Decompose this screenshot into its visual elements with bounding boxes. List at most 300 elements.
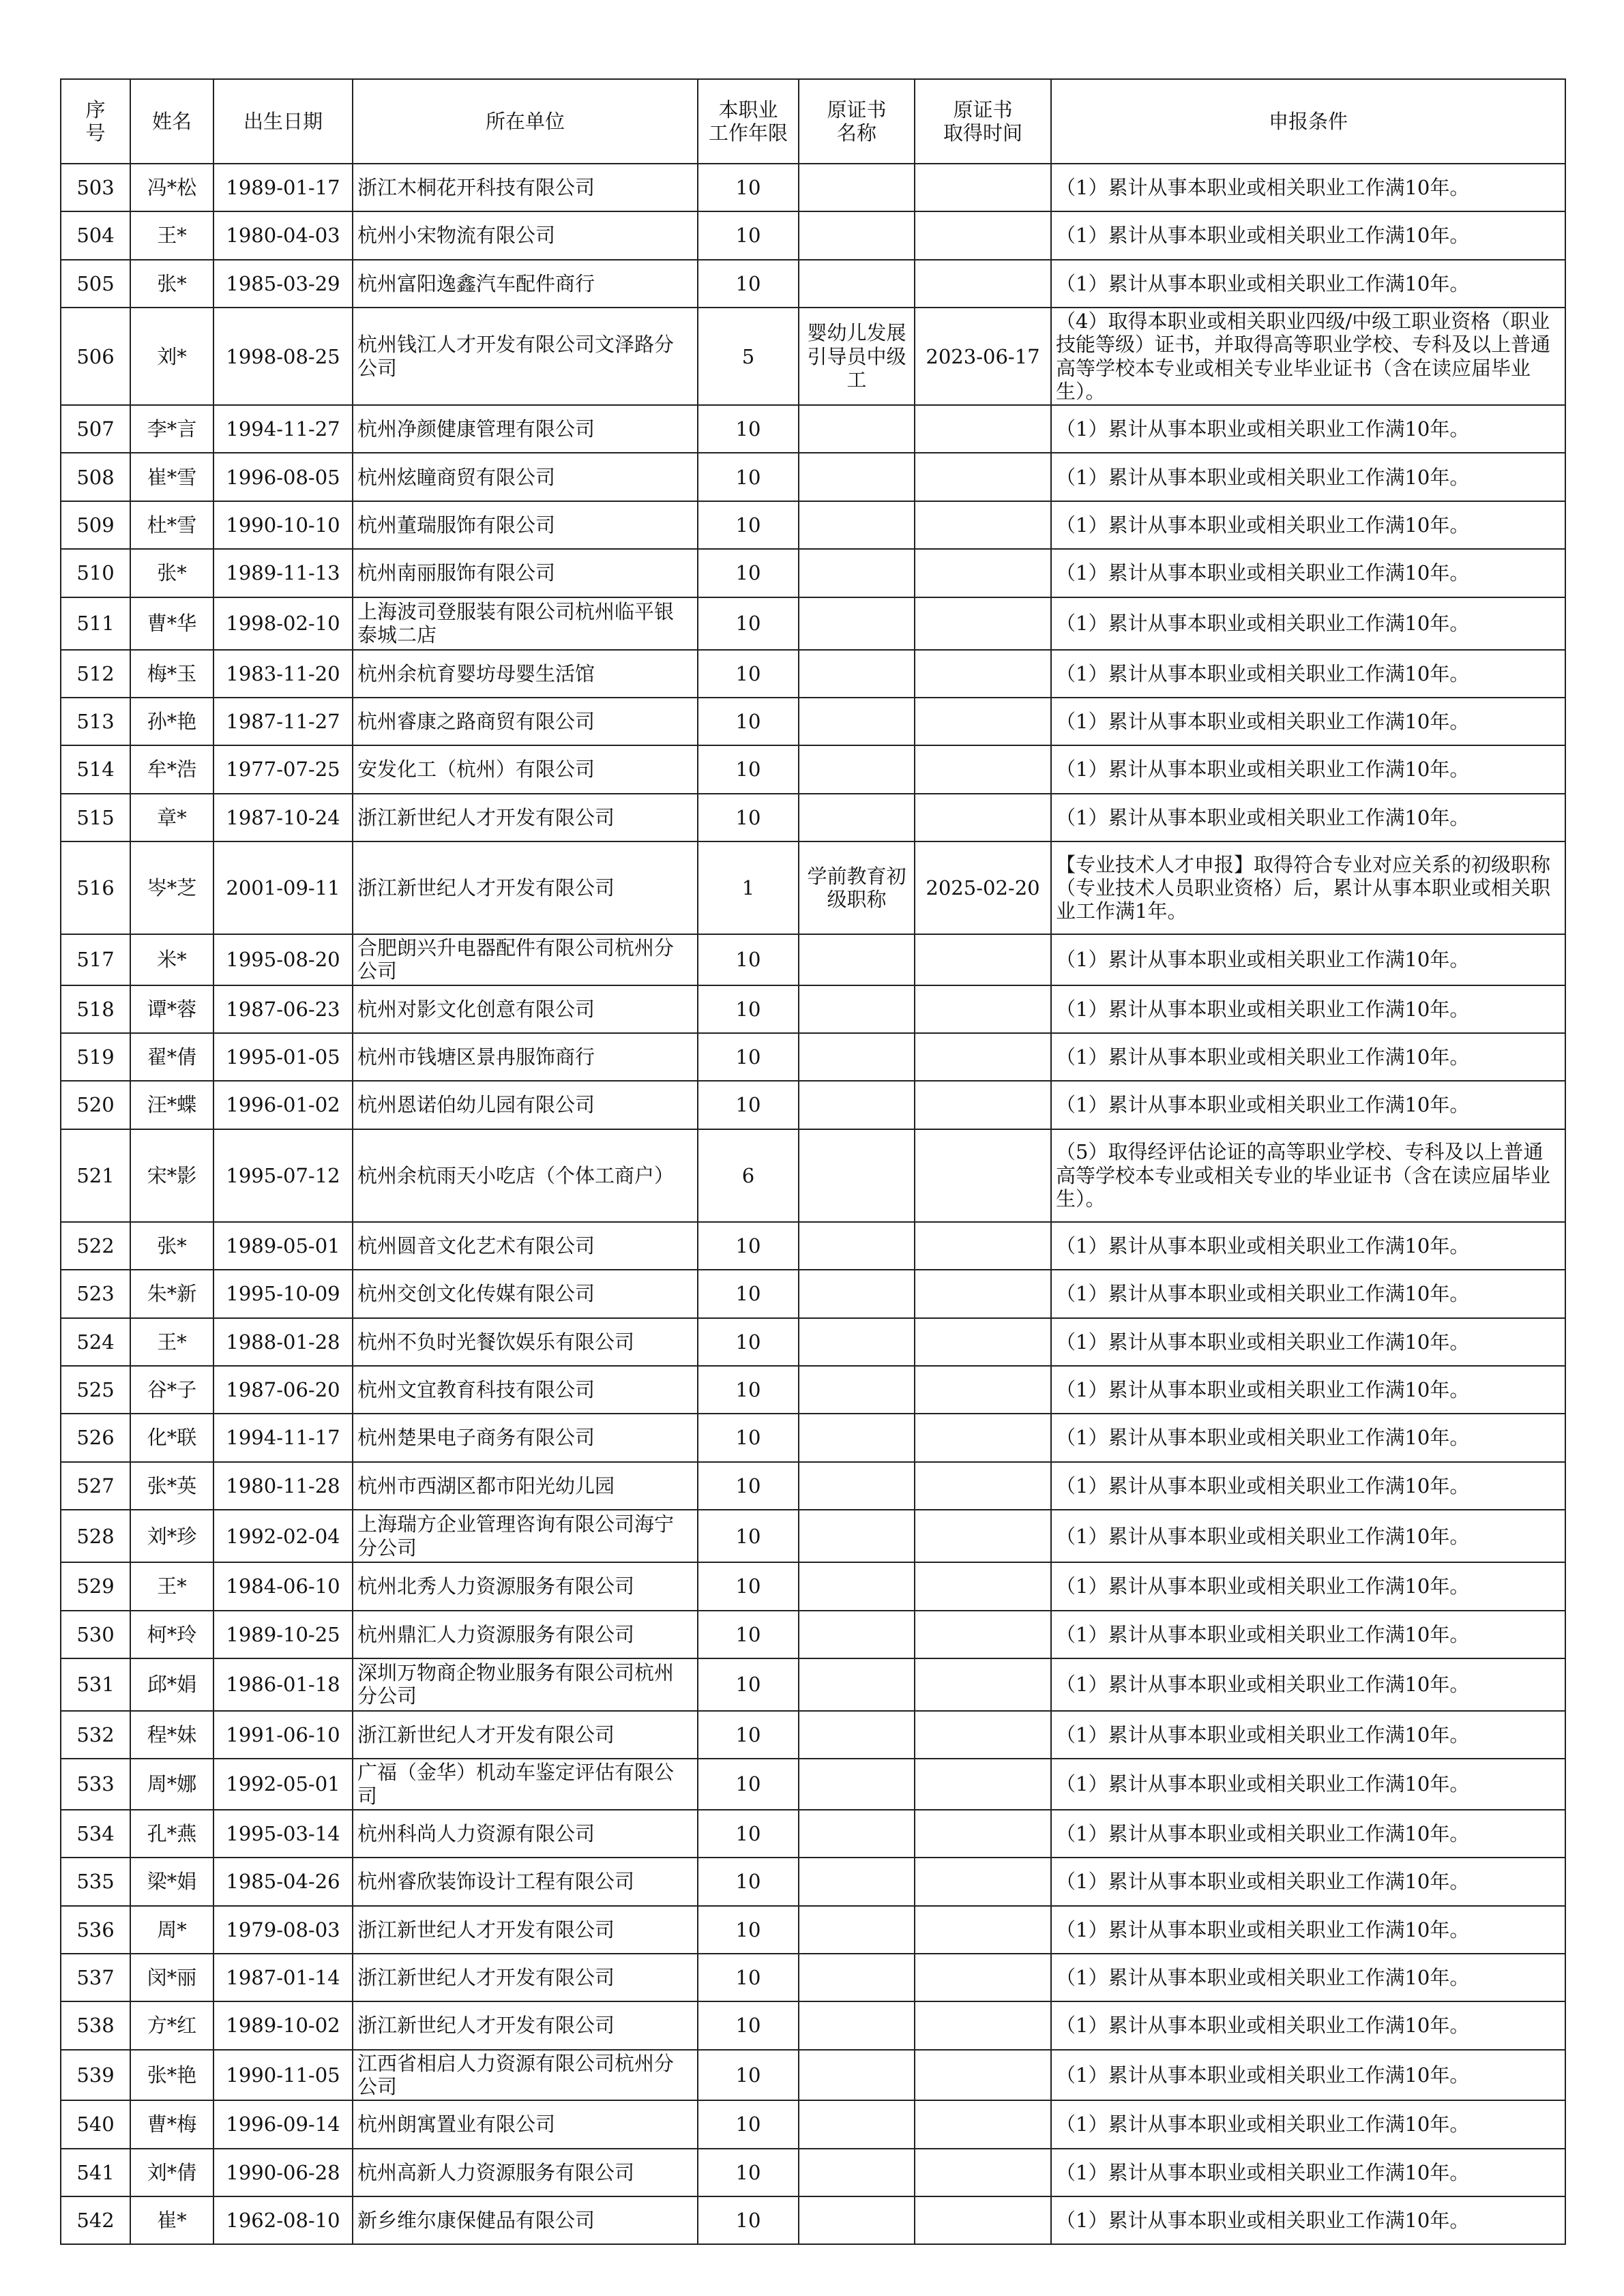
years-in-occupation-cell: 10 xyxy=(698,1810,799,1858)
row-number-cell: 512 xyxy=(61,650,130,698)
years-in-occupation-cell: 10 xyxy=(698,260,799,308)
applicant-name-cell: 章* xyxy=(130,794,213,841)
original-certificate-cell: 学前教育初级职称 xyxy=(799,841,915,934)
years-in-occupation-cell: 10 xyxy=(698,1759,799,1809)
employer-cell: 杭州余杭雨天小吃店（个体工商户） xyxy=(353,1129,698,1222)
row-number-cell: 515 xyxy=(61,794,130,841)
row-number-cell: 509 xyxy=(61,501,130,549)
birth-date-cell: 1996-01-02 xyxy=(213,1081,353,1129)
employer-cell: 上海瑞方企业管理咨询有限公司海宁分公司 xyxy=(353,1510,698,1562)
application-condition-cell: （1）累计从事本职业或相关职业工作满10年。 xyxy=(1051,985,1565,1033)
row-number-cell: 504 xyxy=(61,211,130,259)
birth-date-cell: 1980-04-03 xyxy=(213,211,353,259)
employer-cell: 杭州睿康之路商贸有限公司 xyxy=(353,698,698,745)
original-certificate-cell xyxy=(799,1366,915,1414)
row-number-cell: 529 xyxy=(61,1562,130,1610)
table-row xyxy=(61,1858,1565,1905)
years-in-occupation-cell: 10 xyxy=(698,650,799,698)
original-certificate-cell xyxy=(799,1081,915,1129)
original-certificate-cell xyxy=(799,698,915,745)
table-row xyxy=(61,934,1565,985)
years-in-occupation-cell: 10 xyxy=(698,1658,799,1711)
employer-cell: 杭州不负时光餐饮娱乐有限公司 xyxy=(353,1318,698,1366)
row-number-cell: 531 xyxy=(61,1658,130,1711)
application-condition-cell: （1）累计从事本职业或相关职业工作满10年。 xyxy=(1051,1810,1565,1858)
employer-cell: 杭州净颜健康管理有限公司 xyxy=(353,405,698,453)
applicant-table xyxy=(60,78,1566,2245)
employer-cell: 杭州恩诺伯幼儿园有限公司 xyxy=(353,1081,698,1129)
application-condition-cell: （1）累计从事本职业或相关职业工作满10年。 xyxy=(1051,2001,1565,2049)
applicant-name-cell: 牟*浩 xyxy=(130,745,213,793)
applicant-name-cell: 曹*梅 xyxy=(130,2100,213,2148)
employer-cell: 杭州市西湖区都市阳光幼儿园 xyxy=(353,1462,698,1510)
table-row xyxy=(61,1711,1565,1759)
employer-cell: 杭州炫瞳商贸有限公司 xyxy=(353,453,698,501)
birth-date-cell: 1996-08-05 xyxy=(213,453,353,501)
application-condition-cell: （1）累计从事本职业或相关职业工作满10年。 xyxy=(1051,1611,1565,1658)
years-in-occupation-cell: 10 xyxy=(698,1711,799,1759)
original-certificate-cell xyxy=(799,1462,915,1510)
applicant-name-cell: 王* xyxy=(130,1562,213,1610)
birth-date-cell: 1983-11-20 xyxy=(213,650,353,698)
birth-date-cell: 1998-02-10 xyxy=(213,597,353,650)
applicant-name-cell: 刘* xyxy=(130,308,213,405)
application-condition-cell: （1）累计从事本职业或相关职业工作满10年。 xyxy=(1051,1318,1565,1366)
years-in-occupation-cell: 10 xyxy=(698,1033,799,1081)
application-condition-cell: （1）累计从事本职业或相关职业工作满10年。 xyxy=(1051,698,1565,745)
row-number-cell: 520 xyxy=(61,1081,130,1129)
applicant-name-cell: 张*艳 xyxy=(130,2050,213,2100)
table-row xyxy=(61,211,1565,259)
application-condition-cell: （1）累计从事本职业或相关职业工作满10年。 xyxy=(1051,1081,1565,1129)
application-condition-cell: （1）累计从事本职业或相关职业工作满10年。 xyxy=(1051,260,1565,308)
certificate-date-cell xyxy=(915,745,1051,793)
certificate-date-cell xyxy=(915,501,1051,549)
employer-cell: 杭州南丽服饰有限公司 xyxy=(353,549,698,597)
application-condition-cell: （1）累计从事本职业或相关职业工作满10年。 xyxy=(1051,745,1565,793)
birth-date-cell: 1989-10-25 xyxy=(213,1611,353,1658)
certificate-date-cell: 2025-02-20 xyxy=(915,841,1051,934)
table-row xyxy=(61,1366,1565,1414)
row-number-cell: 541 xyxy=(61,2149,130,2196)
employer-cell: 江西省相启人力资源有限公司杭州分公司 xyxy=(353,2050,698,2100)
birth-date-cell: 1995-07-12 xyxy=(213,1129,353,1222)
original-certificate-cell xyxy=(799,260,915,308)
original-certificate-cell xyxy=(799,597,915,650)
application-condition-cell: （1）累计从事本职业或相关职业工作满10年。 xyxy=(1051,453,1565,501)
years-in-occupation-cell: 10 xyxy=(698,1906,799,1954)
application-condition-cell: （1）累计从事本职业或相关职业工作满10年。 xyxy=(1051,794,1565,841)
table-row xyxy=(61,1510,1565,1562)
applicant-name-cell: 谷*子 xyxy=(130,1366,213,1414)
application-condition-cell: （1）累计从事本职业或相关职业工作满10年。 xyxy=(1051,1658,1565,1711)
table-row xyxy=(61,1222,1565,1270)
years-in-occupation-cell: 10 xyxy=(698,405,799,453)
applicant-name-cell: 化*联 xyxy=(130,1414,213,1461)
row-number-cell: 526 xyxy=(61,1414,130,1461)
employer-cell: 杭州北秀人力资源服务有限公司 xyxy=(353,1562,698,1610)
original-certificate-cell xyxy=(799,2050,915,2100)
application-condition-cell: （1）累计从事本职业或相关职业工作满10年。 xyxy=(1051,1858,1565,1905)
certificate-date-cell xyxy=(915,405,1051,453)
application-condition-cell: （1）累计从事本职业或相关职业工作满10年。 xyxy=(1051,501,1565,549)
certificate-date-cell xyxy=(915,1462,1051,1510)
original-certificate-cell xyxy=(799,2100,915,2148)
years-in-occupation-cell: 10 xyxy=(698,1366,799,1414)
original-certificate-cell xyxy=(799,1759,915,1809)
applicant-name-cell: 孙*艳 xyxy=(130,698,213,745)
years-in-occupation-cell: 10 xyxy=(698,2149,799,2196)
years-in-occupation-cell: 10 xyxy=(698,985,799,1033)
row-number-cell: 540 xyxy=(61,2100,130,2148)
row-number-cell: 522 xyxy=(61,1222,130,1270)
row-number-cell: 519 xyxy=(61,1033,130,1081)
application-condition-cell: （1）累计从事本职业或相关职业工作满10年。 xyxy=(1051,1562,1565,1610)
years-in-occupation-cell: 10 xyxy=(698,549,799,597)
row-number-cell: 536 xyxy=(61,1906,130,1954)
application-condition-cell: （1）累计从事本职业或相关职业工作满10年。 xyxy=(1051,1954,1565,2001)
original-certificate-cell xyxy=(799,1414,915,1461)
table-row xyxy=(61,1318,1565,1366)
original-certificate-cell xyxy=(799,1562,915,1610)
certificate-date-cell xyxy=(915,1318,1051,1366)
applicant-name-cell: 张* xyxy=(130,260,213,308)
original-certificate-cell xyxy=(799,1033,915,1081)
employer-cell: 浙江新世纪人才开发有限公司 xyxy=(353,1711,698,1759)
row-number-cell: 527 xyxy=(61,1462,130,1510)
table-row xyxy=(61,597,1565,650)
table-row xyxy=(61,985,1565,1033)
table-row xyxy=(61,1129,1565,1222)
birth-date-cell: 1998-08-25 xyxy=(213,308,353,405)
birth-date-cell: 1995-08-20 xyxy=(213,934,353,985)
row-number-cell: 534 xyxy=(61,1810,130,1858)
applicant-name-cell: 张* xyxy=(130,1222,213,1270)
birth-date-cell: 1988-01-28 xyxy=(213,1318,353,1366)
header-cell: 所在单位 xyxy=(353,79,698,164)
application-condition-cell: （1）累计从事本职业或相关职业工作满10年。 xyxy=(1051,1906,1565,1954)
row-number-cell: 521 xyxy=(61,1129,130,1222)
table-row xyxy=(61,1033,1565,1081)
original-certificate-cell xyxy=(799,2196,915,2244)
certificate-date-cell xyxy=(915,1414,1051,1461)
header-cell: 申报条件 xyxy=(1051,79,1565,164)
original-certificate-cell xyxy=(799,1129,915,1222)
birth-date-cell: 1992-02-04 xyxy=(213,1510,353,1562)
birth-date-cell: 1987-11-27 xyxy=(213,698,353,745)
birth-date-cell: 1994-11-17 xyxy=(213,1414,353,1461)
employer-cell: 新乡维尔康保健品有限公司 xyxy=(353,2196,698,2244)
employer-cell: 合肥朗兴升电器配件有限公司杭州分公司 xyxy=(353,934,698,985)
certificate-date-cell xyxy=(915,794,1051,841)
table-row xyxy=(61,164,1565,211)
header-cell: 序 号 xyxy=(61,79,130,164)
original-certificate-cell xyxy=(799,501,915,549)
row-number-cell: 507 xyxy=(61,405,130,453)
application-condition-cell: （1）累计从事本职业或相关职业工作满10年。 xyxy=(1051,934,1565,985)
applicant-name-cell: 杜*雪 xyxy=(130,501,213,549)
certificate-date-cell xyxy=(915,2001,1051,2049)
certificate-date-cell xyxy=(915,1658,1051,1711)
table-row xyxy=(61,650,1565,698)
original-certificate-cell xyxy=(799,1318,915,1366)
employer-cell: 浙江新世纪人才开发有限公司 xyxy=(353,1906,698,1954)
application-condition-cell: （1）累计从事本职业或相关职业工作满10年。 xyxy=(1051,1510,1565,1562)
applicant-name-cell: 崔*雪 xyxy=(130,453,213,501)
birth-date-cell: 1984-06-10 xyxy=(213,1562,353,1610)
row-number-cell: 532 xyxy=(61,1711,130,1759)
employer-cell: 杭州钱江人才开发有限公司文泽路分公司 xyxy=(353,308,698,405)
application-condition-cell: （1）累计从事本职业或相关职业工作满10年。 xyxy=(1051,1462,1565,1510)
years-in-occupation-cell: 5 xyxy=(698,308,799,405)
application-condition-cell: （5）取得经评估论证的高等职业学校、专科及以上普通高等学校本专业或相关专业的毕业证书（含在读应届毕业生）。 xyxy=(1051,1129,1565,1222)
table-row xyxy=(61,794,1565,841)
row-number-cell: 530 xyxy=(61,1611,130,1658)
certificate-date-cell xyxy=(915,164,1051,211)
row-number-cell: 503 xyxy=(61,164,130,211)
applicant-name-cell: 朱*新 xyxy=(130,1270,213,1317)
header-row xyxy=(61,79,1565,164)
certificate-date-cell xyxy=(915,1858,1051,1905)
years-in-occupation-cell: 10 xyxy=(698,698,799,745)
certificate-date-cell xyxy=(915,1366,1051,1414)
original-certificate-cell xyxy=(799,794,915,841)
certificate-date-cell xyxy=(915,549,1051,597)
birth-date-cell: 1987-10-24 xyxy=(213,794,353,841)
employer-cell: 杭州楚果电子商务有限公司 xyxy=(353,1414,698,1461)
years-in-occupation-cell: 10 xyxy=(698,1510,799,1562)
application-condition-cell: 【专业技术人才申报】取得符合专业对应关系的初级职称（专业技术人员职业资格）后，累计从事本职业或相关职业工作满1年。 xyxy=(1051,841,1565,934)
original-certificate-cell xyxy=(799,164,915,211)
years-in-occupation-cell: 10 xyxy=(698,2196,799,2244)
years-in-occupation-cell: 10 xyxy=(698,1318,799,1366)
table-row xyxy=(61,1611,1565,1658)
certificate-date-cell xyxy=(915,211,1051,259)
applicant-name-cell: 刘*倩 xyxy=(130,2149,213,2196)
table-row xyxy=(61,1081,1565,1129)
applicant-name-cell: 宋*影 xyxy=(130,1129,213,1222)
applicant-name-cell: 谭*蓉 xyxy=(130,985,213,1033)
years-in-occupation-cell: 1 xyxy=(698,841,799,934)
row-number-cell: 538 xyxy=(61,2001,130,2049)
table-row xyxy=(61,1810,1565,1858)
years-in-occupation-cell: 10 xyxy=(698,501,799,549)
years-in-occupation-cell: 10 xyxy=(698,1611,799,1658)
years-in-occupation-cell: 10 xyxy=(698,164,799,211)
applicant-name-cell: 冯*松 xyxy=(130,164,213,211)
employer-cell: 杭州市钱塘区景冉服饰商行 xyxy=(353,1033,698,1081)
certificate-date-cell xyxy=(915,1081,1051,1129)
employer-cell: 广福（金华）机动车鉴定评估有限公司 xyxy=(353,1759,698,1809)
table-row xyxy=(61,2100,1565,2148)
years-in-occupation-cell: 10 xyxy=(698,1414,799,1461)
row-number-cell: 524 xyxy=(61,1318,130,1366)
certificate-date-cell xyxy=(915,1711,1051,1759)
original-certificate-cell xyxy=(799,549,915,597)
employer-cell: 杭州圆音文化艺术有限公司 xyxy=(353,1222,698,1270)
header-cell: 姓名 xyxy=(130,79,213,164)
certificate-date-cell xyxy=(915,698,1051,745)
table-row xyxy=(61,501,1565,549)
table-row xyxy=(61,2149,1565,2196)
original-certificate-cell xyxy=(799,745,915,793)
table-row xyxy=(61,549,1565,597)
certificate-date-cell xyxy=(915,985,1051,1033)
applicant-name-cell: 米* xyxy=(130,934,213,985)
certificate-date-cell xyxy=(915,1222,1051,1270)
certificate-date-cell xyxy=(915,1810,1051,1858)
certificate-date-cell xyxy=(915,1954,1051,2001)
original-certificate-cell xyxy=(799,1270,915,1317)
years-in-occupation-cell: 10 xyxy=(698,745,799,793)
certificate-date-cell xyxy=(915,453,1051,501)
header-cell: 原证书 名称 xyxy=(799,79,915,164)
years-in-occupation-cell: 10 xyxy=(698,2100,799,2148)
employer-cell: 安发化工（杭州）有限公司 xyxy=(353,745,698,793)
employer-cell: 杭州交创文化传媒有限公司 xyxy=(353,1270,698,1317)
row-number-cell: 528 xyxy=(61,1510,130,1562)
applicant-name-cell: 汪*蝶 xyxy=(130,1081,213,1129)
birth-date-cell: 2001-09-11 xyxy=(213,841,353,934)
certificate-date-cell xyxy=(915,1033,1051,1081)
row-number-cell: 518 xyxy=(61,985,130,1033)
original-certificate-cell xyxy=(799,453,915,501)
years-in-occupation-cell: 6 xyxy=(698,1129,799,1222)
table-row xyxy=(61,2001,1565,2049)
employer-cell: 深圳万物商企物业服务有限公司杭州分公司 xyxy=(353,1658,698,1711)
table-row xyxy=(61,1462,1565,1510)
birth-date-cell: 1996-09-14 xyxy=(213,2100,353,2148)
original-certificate-cell xyxy=(799,1810,915,1858)
row-number-cell: 517 xyxy=(61,934,130,985)
certificate-date-cell xyxy=(915,597,1051,650)
birth-date-cell: 1995-10-09 xyxy=(213,1270,353,1317)
years-in-occupation-cell: 10 xyxy=(698,2050,799,2100)
applicant-name-cell: 邱*娟 xyxy=(130,1658,213,1711)
application-condition-cell: （1）累计从事本职业或相关职业工作满10年。 xyxy=(1051,597,1565,650)
application-condition-cell: （1）累计从事本职业或相关职业工作满10年。 xyxy=(1051,1759,1565,1809)
employer-cell: 杭州富阳逸鑫汽车配件商行 xyxy=(353,260,698,308)
certificate-date-cell xyxy=(915,2149,1051,2196)
birth-date-cell: 1987-06-23 xyxy=(213,985,353,1033)
birth-date-cell: 1990-06-28 xyxy=(213,2149,353,2196)
birth-date-cell: 1990-11-05 xyxy=(213,2050,353,2100)
row-number-cell: 523 xyxy=(61,1270,130,1317)
row-number-cell: 533 xyxy=(61,1759,130,1809)
employer-cell: 杭州朗寓置业有限公司 xyxy=(353,2100,698,2148)
table-row xyxy=(61,1270,1565,1317)
row-number-cell: 535 xyxy=(61,1858,130,1905)
birth-date-cell: 1991-06-10 xyxy=(213,1711,353,1759)
application-condition-cell: （1）累计从事本职业或相关职业工作满10年。 xyxy=(1051,1033,1565,1081)
certificate-date-cell xyxy=(915,1562,1051,1610)
application-condition-cell: （1）累计从事本职业或相关职业工作满10年。 xyxy=(1051,1366,1565,1414)
applicant-name-cell: 孔*燕 xyxy=(130,1810,213,1858)
birth-date-cell: 1977-07-25 xyxy=(213,745,353,793)
applicant-name-cell: 梁*娟 xyxy=(130,1858,213,1905)
applicant-name-cell: 翟*倩 xyxy=(130,1033,213,1081)
row-number-cell: 525 xyxy=(61,1366,130,1414)
certificate-date-cell xyxy=(915,1129,1051,1222)
birth-date-cell: 1989-05-01 xyxy=(213,1222,353,1270)
table-body xyxy=(61,164,1565,2244)
original-certificate-cell xyxy=(799,650,915,698)
certificate-date-cell xyxy=(915,1906,1051,1954)
birth-date-cell: 1989-11-13 xyxy=(213,549,353,597)
years-in-occupation-cell: 10 xyxy=(698,453,799,501)
years-in-occupation-cell: 10 xyxy=(698,1222,799,1270)
table-row xyxy=(61,308,1565,405)
birth-date-cell: 1962-08-10 xyxy=(213,2196,353,2244)
original-certificate-cell xyxy=(799,934,915,985)
applicant-name-cell: 张* xyxy=(130,549,213,597)
birth-date-cell: 1994-11-27 xyxy=(213,405,353,453)
row-number-cell: 514 xyxy=(61,745,130,793)
applicant-name-cell: 闵*丽 xyxy=(130,1954,213,2001)
original-certificate-cell: 婴幼儿发展引导员中级工 xyxy=(799,308,915,405)
row-number-cell: 510 xyxy=(61,549,130,597)
table-row xyxy=(61,2050,1565,2100)
applicant-name-cell: 刘*珍 xyxy=(130,1510,213,1562)
original-certificate-cell xyxy=(799,1954,915,2001)
years-in-occupation-cell: 10 xyxy=(698,1562,799,1610)
application-condition-cell: （1）累计从事本职业或相关职业工作满10年。 xyxy=(1051,1270,1565,1317)
application-condition-cell: （1）累计从事本职业或相关职业工作满10年。 xyxy=(1051,1711,1565,1759)
employer-cell: 杭州董瑞服饰有限公司 xyxy=(353,501,698,549)
birth-date-cell: 1992-05-01 xyxy=(213,1759,353,1809)
employer-cell: 杭州高新人力资源服务有限公司 xyxy=(353,2149,698,2196)
birth-date-cell: 1995-03-14 xyxy=(213,1810,353,1858)
application-condition-cell: （1）累计从事本职业或相关职业工作满10年。 xyxy=(1051,164,1565,211)
table-row xyxy=(61,1562,1565,1610)
employer-cell: 上海波司登服装有限公司杭州临平银泰城二店 xyxy=(353,597,698,650)
table-row xyxy=(61,1414,1565,1461)
table-row xyxy=(61,1954,1565,2001)
years-in-occupation-cell: 10 xyxy=(698,2001,799,2049)
original-certificate-cell xyxy=(799,1658,915,1711)
original-certificate-cell xyxy=(799,1611,915,1658)
years-in-occupation-cell: 10 xyxy=(698,1270,799,1317)
certificate-date-cell xyxy=(915,2196,1051,2244)
certificate-date-cell xyxy=(915,260,1051,308)
original-certificate-cell xyxy=(799,1858,915,1905)
applicant-name-cell: 周*娜 xyxy=(130,1759,213,1809)
table-row xyxy=(61,405,1565,453)
birth-date-cell: 1980-11-28 xyxy=(213,1462,353,1510)
original-certificate-cell xyxy=(799,2149,915,2196)
certificate-date-cell xyxy=(915,1759,1051,1809)
row-number-cell: 511 xyxy=(61,597,130,650)
original-certificate-cell xyxy=(799,1510,915,1562)
applicant-name-cell: 岑*芝 xyxy=(130,841,213,934)
years-in-occupation-cell: 10 xyxy=(698,794,799,841)
certificate-date-cell xyxy=(915,1611,1051,1658)
certificate-date-cell xyxy=(915,650,1051,698)
original-certificate-cell xyxy=(799,405,915,453)
years-in-occupation-cell: 10 xyxy=(698,597,799,650)
table-row xyxy=(61,1658,1565,1711)
header-cell: 出生日期 xyxy=(213,79,353,164)
row-number-cell: 513 xyxy=(61,698,130,745)
birth-date-cell: 1985-03-29 xyxy=(213,260,353,308)
applicant-name-cell: 方*红 xyxy=(130,2001,213,2049)
applicant-name-cell: 梅*玉 xyxy=(130,650,213,698)
birth-date-cell: 1979-08-03 xyxy=(213,1906,353,1954)
years-in-occupation-cell: 10 xyxy=(698,934,799,985)
original-certificate-cell xyxy=(799,985,915,1033)
application-condition-cell: （1）累计从事本职业或相关职业工作满10年。 xyxy=(1051,549,1565,597)
years-in-occupation-cell: 10 xyxy=(698,1462,799,1510)
